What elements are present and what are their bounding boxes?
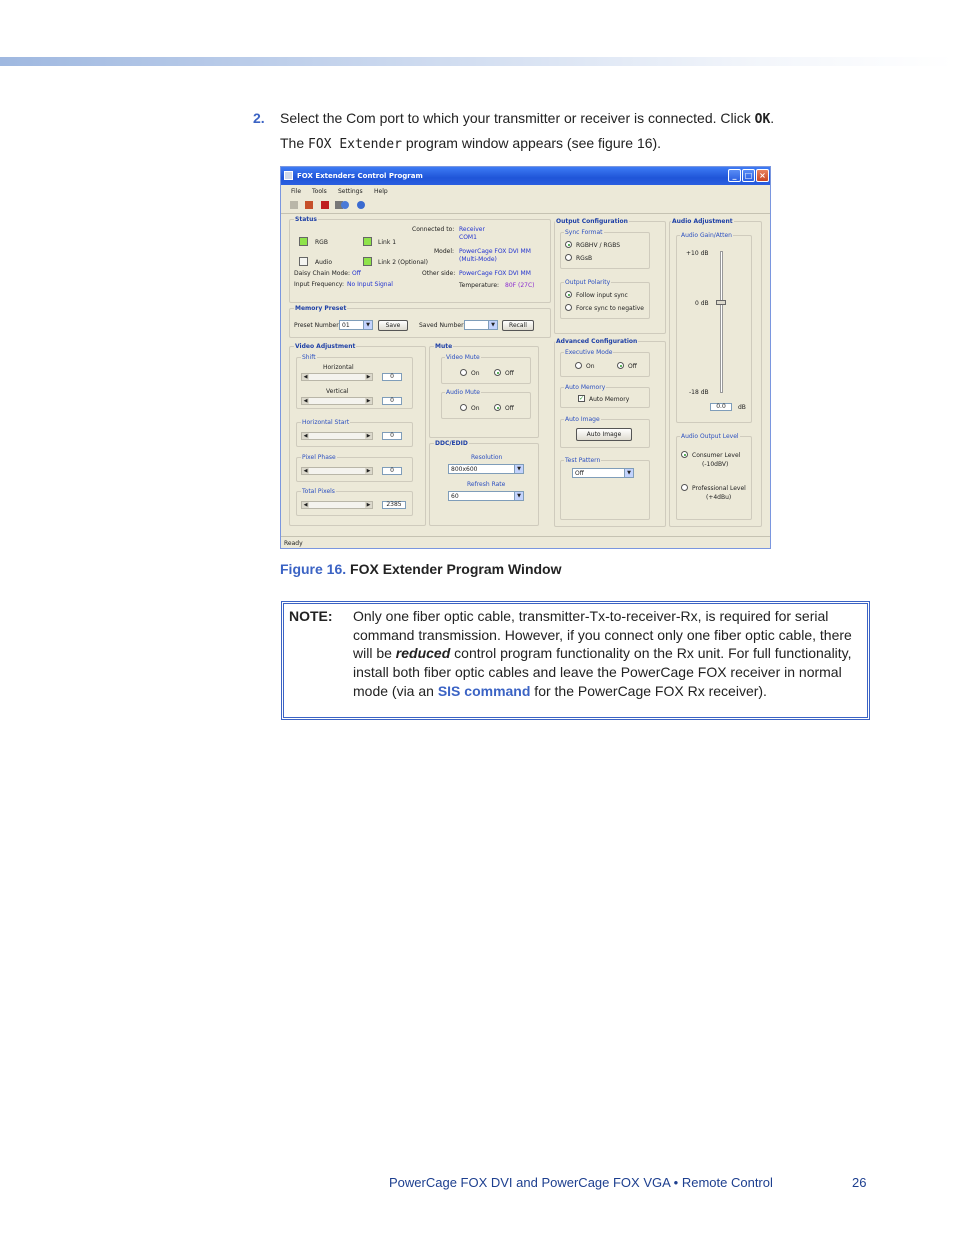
right-arrow-icon[interactable]: ▶ (366, 502, 371, 508)
window-titlebar (281, 167, 770, 185)
figure-caption (280, 561, 562, 577)
horizontal-shift-slider[interactable] (301, 373, 373, 381)
note-text-3: for the PowerCage FOX Rx receiver). (530, 682, 767, 699)
chevron-down-icon: ▼ (514, 492, 523, 500)
test-pattern-title: Test Pattern (565, 457, 601, 464)
output-polarity-group (560, 282, 650, 319)
rgbhv-label: RGBHV / RGBS (576, 242, 621, 249)
step-result (280, 135, 661, 152)
other-side-label: Other side: (422, 270, 456, 277)
minus-18-db-label: -18 dB (689, 389, 709, 396)
auto-memory-checkbox[interactable]: ✓ (579, 395, 585, 402)
chevron-down-icon: ▼ (488, 321, 497, 329)
auto-memory-title: Auto Memory (565, 384, 606, 391)
page-number: 26 (852, 1175, 867, 1190)
video-mute-group (441, 357, 531, 384)
output-polarity-title: Output Polarity (565, 279, 611, 286)
minimize-icon[interactable]: _ (728, 169, 741, 182)
horizontal-start-title: Horizontal Start (302, 419, 350, 426)
recall-button[interactable]: Recall (502, 320, 534, 331)
chevron-down-icon: ▼ (514, 465, 523, 473)
audio-mute-group (441, 392, 531, 419)
window-client-area (284, 215, 767, 535)
sync-format-group (560, 232, 650, 269)
disconnect-icon[interactable] (305, 201, 313, 209)
menu-help[interactable]: Help (374, 188, 388, 195)
audio-gain-slider-thumb[interactable] (716, 300, 726, 305)
ok-code: OK (754, 112, 771, 127)
link1-label: Link 1 (378, 239, 397, 246)
note-text-1: Only one fiber optic cable, transmitter-Tx-to-receiver-Rx, is required for serial command transmission. However, if you connect only one fiber optic cable, there will be (353, 608, 852, 662)
step-text-a: Select the Com port to which your transmitter or receiver is connected. Click (280, 110, 755, 126)
total-pixels-slider[interactable] (301, 501, 373, 509)
left-arrow-icon[interactable]: ◀ (303, 374, 308, 380)
audio-adjustment-title: Audio Adjustment (672, 218, 733, 225)
status-bar-text: Ready (284, 540, 303, 547)
rgbhv-radio[interactable] (565, 241, 572, 248)
save-button[interactable]: Save (378, 320, 408, 331)
audio-mute-off-label: Off (505, 405, 514, 412)
consumer-level-sub: (-10dBV) (702, 461, 729, 468)
right-arrow-icon[interactable]: ▶ (366, 433, 371, 439)
left-arrow-icon[interactable]: ◀ (303, 398, 308, 404)
audio-output-level-group (676, 436, 752, 520)
note-emphasis: reduced (395, 645, 451, 662)
menu-tools[interactable]: Tools (312, 188, 327, 195)
menu-settings[interactable]: Settings (338, 188, 363, 195)
link2-label: Link 2 (Optional) (378, 259, 428, 266)
refresh-rate-label: Refresh Rate (467, 481, 506, 488)
rgsb-label: RGsB (576, 255, 593, 262)
executive-mode-title: Executive Mode (565, 349, 613, 356)
step-instruction (280, 110, 774, 127)
help-icon[interactable] (357, 201, 365, 209)
audio-gain-track (720, 251, 723, 393)
left-arrow-icon[interactable]: ◀ (303, 468, 308, 474)
note-body (353, 607, 863, 701)
window-title: FOX Extenders Control Program (297, 172, 423, 180)
right-arrow-icon[interactable]: ▶ (366, 374, 371, 380)
link2-led (363, 257, 372, 266)
consumer-level-radio[interactable] (681, 451, 688, 458)
right-arrow-icon[interactable]: ▶ (366, 468, 371, 474)
memory-preset-title: Memory Preset (295, 305, 347, 312)
refresh-icon[interactable] (341, 201, 349, 209)
maximize-icon[interactable]: □ (742, 169, 755, 182)
db-unit-label: dB (738, 404, 746, 411)
resolution-select[interactable] (448, 464, 524, 474)
audio-mute-on-label: On (471, 405, 480, 412)
saved-number-label: Saved Number (419, 322, 464, 329)
professional-level-label: Professional Level (692, 485, 746, 492)
menu-bar (281, 185, 770, 197)
resolution-value: 800x600 (451, 466, 478, 473)
rgsb-radio[interactable] (565, 254, 572, 261)
audio-mute-on-radio[interactable] (460, 404, 467, 411)
video-mute-on-label: On (471, 370, 480, 377)
input-frequency-value: No Input Signal (347, 281, 393, 288)
video-mute-off-radio[interactable] (494, 369, 501, 376)
note-text-2: control program functionality on the Rx unit. For full functionality, install both fiber optic cables and leave the PowerCage FOX receiver in normal mode (via an (353, 645, 852, 699)
advanced-configuration-title: Advanced Configuration (556, 338, 638, 345)
audio-gain-group (676, 235, 752, 423)
professional-level-radio[interactable] (681, 484, 688, 491)
preset-number-select[interactable] (339, 320, 373, 330)
footer-title: PowerCage FOX DVI and PowerCage FOX VGA • Remote Control (389, 1175, 773, 1190)
executive-on-radio[interactable] (575, 362, 582, 369)
audio-label: Audio (315, 259, 333, 266)
left-arrow-icon[interactable]: ◀ (303, 433, 308, 439)
test-pattern-select[interactable] (572, 468, 634, 478)
figure-title: FOX Extender Program Window (350, 561, 562, 577)
vertical-label: Vertical (326, 388, 349, 395)
com-port-value: COM1 (459, 234, 477, 241)
close-icon[interactable]: × (756, 169, 769, 182)
follow-sync-label: Follow input sync (576, 292, 628, 299)
fox-extender-code: FOX Extender (308, 137, 402, 152)
daisy-chain-value: Off (352, 270, 361, 277)
connect-icon[interactable] (290, 201, 298, 209)
auto-memory-label: Auto Memory (589, 396, 630, 403)
executive-off-label: Off (628, 363, 637, 370)
rgb-led (299, 237, 308, 246)
auto-image-title: Auto Image (565, 416, 600, 423)
executive-on-label: On (586, 363, 595, 370)
step-text-d: program window appears (see figure 16). (401, 135, 662, 151)
refresh-rate-value: 60 (451, 493, 459, 500)
total-pixels-title: Total Pixels (302, 488, 335, 495)
temperature-value: 80F (27C) (505, 282, 535, 289)
follow-sync-radio[interactable] (565, 291, 572, 298)
link1-led (363, 237, 372, 246)
sis-command-link[interactable]: SIS command (437, 682, 531, 699)
step-text-b: . (770, 110, 775, 126)
status-title: Status (295, 216, 317, 223)
chevron-down-icon: ▼ (363, 321, 372, 329)
audio-mute-title: Audio Mute (446, 389, 480, 396)
preset-number-label: Preset Number (294, 322, 339, 329)
audio-gain-value[interactable]: 0.0 (710, 403, 732, 411)
vertical-shift-value[interactable]: 0 (382, 397, 402, 405)
audio-led (299, 257, 308, 266)
header-gradient-bar (0, 57, 954, 66)
pixel-phase-value[interactable]: 0 (382, 467, 402, 475)
daisy-chain-label: Daisy Chain Mode: (294, 270, 350, 277)
test-pattern-value: Off (575, 470, 584, 477)
audio-gain-title: Audio Gain/Atten (681, 232, 732, 239)
executive-off-radio[interactable] (617, 362, 624, 369)
model-value: PowerCage FOX DVI MM (459, 248, 531, 255)
horizontal-shift-value[interactable]: 0 (382, 373, 402, 381)
video-adjustment-title: Video Adjustment (295, 343, 356, 350)
video-mute-title: Video Mute (446, 354, 480, 361)
refresh-rate-select[interactable] (448, 491, 524, 501)
model-mode-value: (Multi-Mode) (459, 256, 497, 263)
sync-format-title: Sync Format (565, 229, 603, 236)
horizontal-label: Horizontal (323, 364, 354, 371)
rgb-label: RGB (315, 239, 328, 246)
menu-file[interactable]: File (291, 188, 302, 195)
horizontal-start-slider[interactable] (301, 432, 373, 440)
step-number: 2. (253, 110, 265, 126)
vertical-shift-slider[interactable] (301, 397, 373, 405)
chevron-down-icon: ▼ (624, 469, 633, 477)
zero-db-label: 0 dB (695, 300, 709, 307)
professional-level-sub: (+4dBu) (706, 494, 732, 501)
tools-icon[interactable] (321, 201, 329, 209)
pixel-phase-title: Pixel Phase (302, 454, 336, 461)
output-configuration-title: Output Configuration (556, 218, 628, 225)
connected-value: Receiver (459, 226, 485, 233)
mute-title: Mute (435, 343, 453, 350)
connected-label: Connected to: (412, 226, 455, 233)
model-label: Model: (434, 248, 455, 255)
audio-mute-off-radio[interactable] (494, 404, 501, 411)
resolution-label: Resolution (471, 454, 503, 461)
auto-image-button[interactable]: Auto Image (576, 428, 632, 441)
saved-number-select[interactable] (464, 320, 498, 330)
note-box (281, 601, 870, 720)
preset-number-value: 01 (342, 322, 350, 329)
horizontal-start-value[interactable]: 0 (382, 432, 402, 440)
toolbar (281, 197, 770, 214)
window-status-bar (281, 536, 770, 549)
shift-title: Shift (302, 354, 316, 361)
consumer-level-label: Consumer Level (692, 452, 741, 459)
video-mute-on-radio[interactable] (460, 369, 467, 376)
fox-extender-window-screenshot (280, 166, 771, 549)
force-sync-radio[interactable] (565, 304, 572, 311)
audio-output-level-title: Audio Output Level (681, 433, 739, 440)
video-mute-off-label: Off (505, 370, 514, 377)
temperature-label: Temperature: (459, 282, 500, 289)
other-side-value: PowerCage FOX DVI MM (459, 270, 531, 277)
total-pixels-value[interactable]: 2385 (382, 501, 406, 509)
app-icon (284, 171, 293, 180)
step-text-c: The (280, 135, 309, 151)
pixel-phase-slider[interactable] (301, 467, 373, 475)
right-arrow-icon[interactable]: ▶ (366, 398, 371, 404)
plus-10-db-label: +10 dB (686, 250, 709, 257)
force-sync-label: Force sync to negative (576, 305, 644, 312)
left-arrow-icon[interactable]: ◀ (303, 502, 308, 508)
note-label: NOTE: (289, 608, 333, 624)
input-frequency-label: Input Frequency: (294, 281, 345, 288)
ddc-edid-title: DDC/EDID (435, 440, 468, 447)
figure-number: Figure 16. (280, 561, 347, 577)
